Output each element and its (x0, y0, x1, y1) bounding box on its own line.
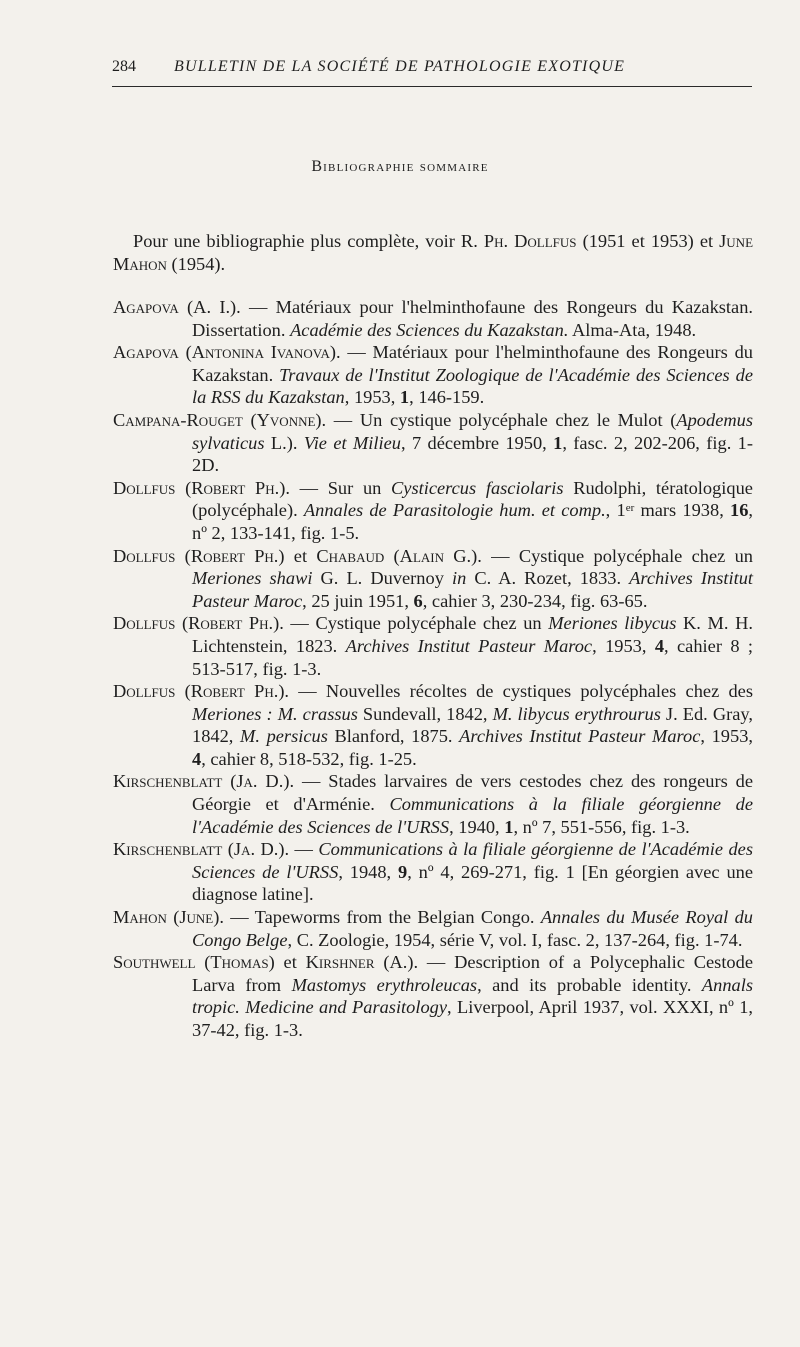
page-number: 284 (112, 58, 136, 75)
running-header (112, 58, 752, 82)
reference-item: Southwell (Thomas) et Kirshner (A.). — Description of a Polycephalic Cestode Larva from Mastomys erythroleucas, and its probable identity. Annals tropic. Medicine and Parasitology, Liverpool, April 1937, vol. XXXI, nº 1, 37-42, fig. 1-3. (113, 952, 754, 1040)
reference-item: Mahon (June). — Tapeworms from the Belgian Congo. Annales du Musée Royal du Congo Belge, C. Zoologie, 1954, série V, vol. I, fasc. 2, 137-264, fig. 1-74. (113, 907, 753, 950)
author-name: Southwell (113, 952, 196, 973)
reference-item: Agapova (Antonina Ivanova). — Matériaux pour l'helminthofaune des Rongeurs du Kazakstan. Travaux de l'Institut Zoologique de l'Académie des Sciences de la RSS du Kazakstan, 1953, 1, 146-159. (113, 342, 753, 408)
reference-item: Campana-Rouget (Yvonne). — Un cystique polycéphale chez le Mulot (Apodemus sylvaticus L.). Vie et Milieu, 7 décembre 1950, 1, fasc. 2, 202-206, fig. 1-2D. (113, 409, 753, 476)
author-name: Agapova (113, 342, 179, 363)
reference-item: Agapova (A. I.). — Matériaux pour l'helminthofaune des Rongeurs du Kazakstan. Dissertation. Académie des Sciences du Kazakstan. Alma-Ata, 1948. (113, 297, 753, 340)
reference-item: Dollfus (Robert Ph.). — Cystique polycéphale chez un Meriones libycus K. M. H. Lichtenstein, 1823. Archives Institut Pasteur Maroc, 1953, 4, cahier 8 ; 513-517, fig. 1-3. (113, 613, 753, 679)
reference-item: Dollfus (Robert Ph.). — Nouvelles récoltes de cystiques polycéphales chez des Meriones : M. crassus Sundevall, 1842, M. libycus erythrourus J. Ed. Gray, 1842, M. persicus Blanford, 1875. Archives Institut Pasteur Maroc, 1953, 4, cahier 8, 518-532, fig. 1-25. (113, 681, 753, 769)
reference-list (113, 296, 753, 1042)
reference-item: Dollfus (Robert Ph.) et Chabaud (Alain G.). — Cystique polycéphale chez un Meriones shawi G. L. Duvernoy in C. A. Rozet, 1833. Archives Institut Pasteur Maroc, 25 juin 1951, 6, cahier 3, 230-234, fig. 63-65. (113, 545, 753, 611)
reference-item: Dollfus (Robert Ph.). — Sur un Cysticercus fasciolaris Rudolphi, tératologique (polycéphale). Annales de Parasitologie hum. et comp., 1er mars 1938, 16, nº 2, 133-141, fig. 1-5. (113, 477, 753, 543)
author-name: Kirschenblatt (113, 771, 223, 792)
author-name: Kirschenblatt (113, 839, 223, 860)
author-name: Chabaud (316, 545, 385, 566)
reference-item: Kirschenblatt (Ja. D.). — Stades larvaires de vers cestodes chez des rongeurs de Géorgie et d'Arménie. Communications à la filiale géorgienne de l'Académie des Sciences de l'URSS, 1940, 1, nº 7, 551-556, fig. 1-3. (113, 771, 753, 837)
author-name: Campana-Rouget (113, 409, 243, 430)
author-name: Kirshner (305, 952, 375, 973)
author-name: Mahon (113, 907, 167, 928)
running-title: BULLETIN DE LA SOCIÉTÉ DE PATHOLOGIE EXOTIQUE (174, 58, 626, 75)
section-title: Bibliographie sommaire (311, 158, 489, 175)
author-name: Dollfus (113, 681, 176, 702)
author-name: Dollfus (113, 613, 176, 634)
author-name: Dollfus (113, 545, 176, 566)
header-rule (112, 86, 752, 87)
intro-paragraph: Pour une bibliographie plus complète, voir R. Ph. Dollfus (1951 et 1953) et June Mahon (1954). (113, 231, 754, 274)
author-name: Agapova (113, 297, 179, 317)
author-name: June Mahon (113, 231, 754, 274)
author-name: Ph. Dollfus (483, 231, 577, 251)
reference-item: Kirschenblatt (Ja. D.). — Communications à la filiale géorgienne de l'Académie des Sciences de l'URSS, 1948, 9, nº 4, 269-271, fig. 1 [En géorgien avec une diagnose latine]. (113, 839, 753, 905)
author-name: Dollfus (113, 477, 176, 498)
